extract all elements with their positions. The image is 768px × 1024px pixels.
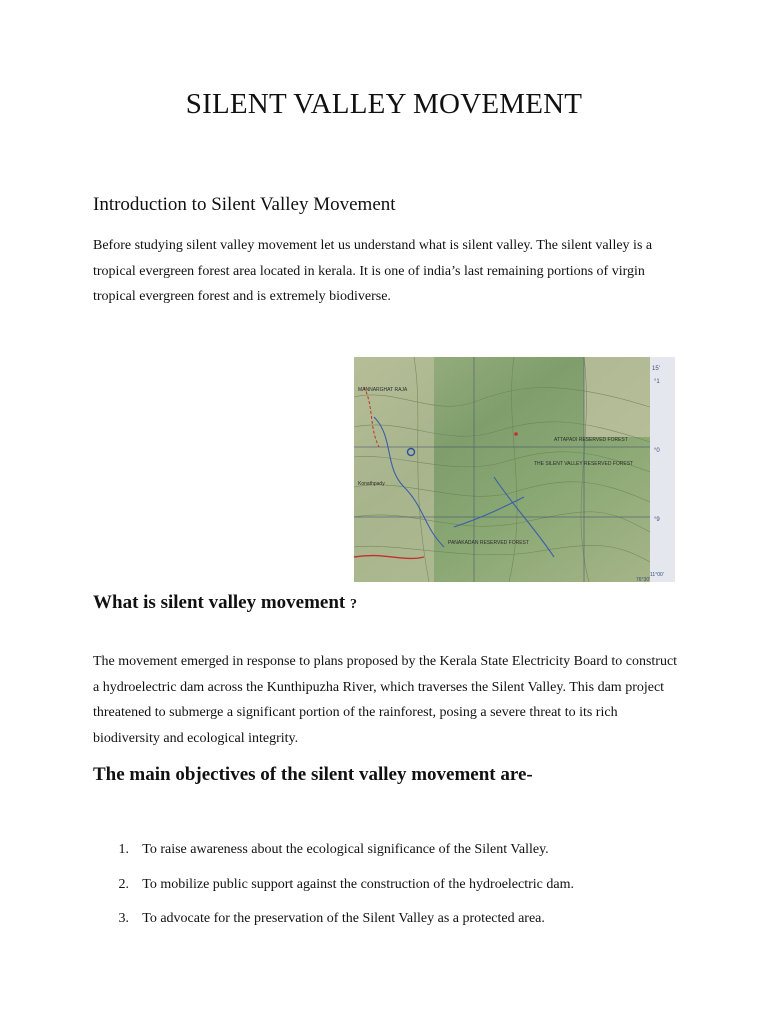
map-margin-label: 11°00' [650, 572, 664, 578]
list-item [93, 877, 574, 893]
map-margin-label: °0 [654, 448, 660, 454]
intro-paragraph: Before studying silent valley movement let us understand what is silent valley. The silent valley is a tropical evergreen forest area located in kerala. It is one of india’s last remaining portions of virgin tropical evergreen forest and is extremely biodiverse. [93, 238, 653, 304]
what-heading-text: What is silent valley movement [93, 592, 346, 613]
list-text: To advocate for the preservation of the Silent Valley as a protected area. [142, 911, 545, 926]
map-label-attapadi-rf: ATTAPADI RESERVED FOREST [554, 437, 628, 443]
what-paragraph: The movement emerged in response to plans proposed by the Kerala State Electricity Board to construct a hydroelectric dam across the Kunthipuzha River, which traverses the Silent Valley. This dam project threatened to submerge a significant portion of the rainforest, posing a severe threat to its rich biodiversity and ecological integrity. [93, 654, 678, 746]
objectives-heading: The main objectives of the silent valley movement are- [93, 764, 533, 785]
intro-heading: Introduction to Silent Valley Movement [93, 194, 396, 215]
map-label-panakadan-rf: PANAKADAN RESERVED FOREST [448, 540, 529, 546]
map-label-silent-valley-rf: THE SILENT VALLEY RESERVED FOREST [534, 461, 634, 467]
map-margin-label: 76°30' [636, 577, 651, 582]
map-label-konathpady: Konathpady [358, 481, 385, 487]
silent-valley-topographic-map [354, 357, 675, 582]
list-text: To mobilize public support against the construction of the hydroelectric dam. [142, 877, 574, 892]
page-title: SILENT VALLEY MOVEMENT [185, 88, 583, 120]
map-margin-label: °9 [654, 517, 660, 523]
map-label-mannarghat: MANNARGHAT RAJA [358, 387, 408, 393]
list-item [93, 911, 545, 927]
what-heading-question-mark: ? [350, 597, 358, 612]
list-item [93, 842, 549, 858]
list-number: 3. [118, 911, 129, 926]
map-margin-label: °1 [654, 379, 660, 385]
map-margin-label: 15' [652, 366, 660, 372]
what-heading [93, 592, 357, 614]
list-number: 2. [118, 877, 129, 892]
list-text: To raise awareness about the ecological significance of the Silent Valley. [142, 842, 549, 857]
list-number: 1. [118, 842, 129, 857]
